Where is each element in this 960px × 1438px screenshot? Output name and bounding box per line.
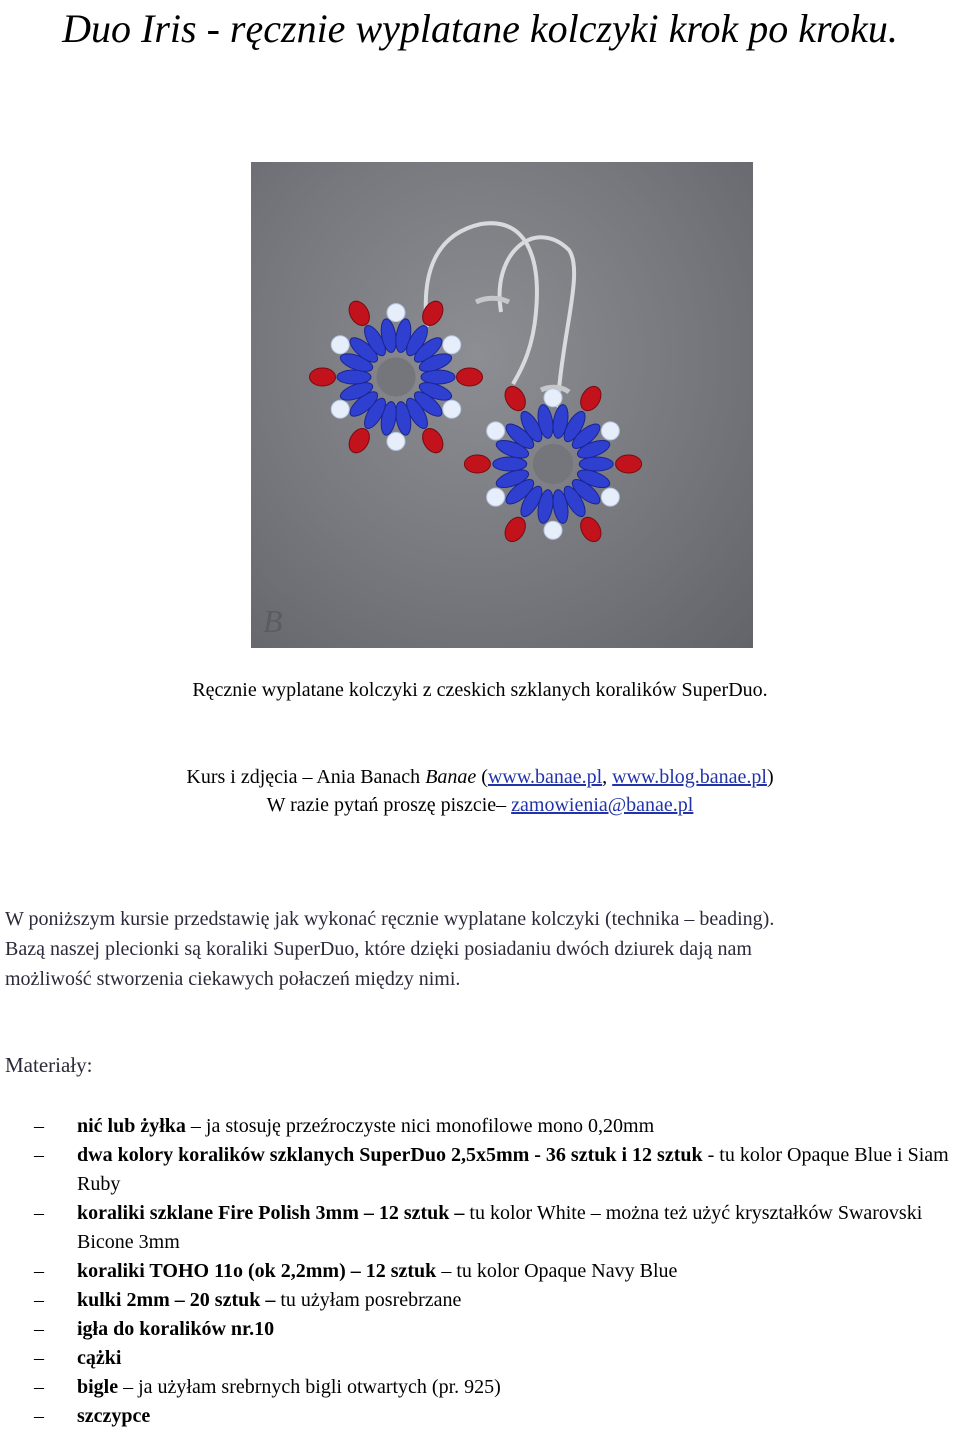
white-bead xyxy=(601,422,619,440)
intro-line-2: Bazą naszej plecionki są koraliki SuperDuo, które dzięki posiadaniu dwóch dziurek dają nam xyxy=(5,938,752,960)
wire-coil xyxy=(476,298,509,302)
intro-line-1: W poniższym kursie przedstawię jak wykonać ręcznie wyplatane kolczyki (technika – beading). xyxy=(5,908,775,930)
dash-icon: – xyxy=(34,1289,44,1311)
dash-icon: – xyxy=(34,1202,44,1224)
dash-icon: – xyxy=(34,1376,44,1398)
red-drop-bead xyxy=(345,425,374,457)
item-bold: bigle xyxy=(77,1376,119,1398)
earring-right xyxy=(464,383,641,545)
red-drop-bead xyxy=(577,514,606,546)
blog-link[interactable]: www.blog.banae.pl xyxy=(612,766,767,788)
credits-open: ( xyxy=(476,766,488,788)
red-drop-bead xyxy=(577,383,606,415)
dash-icon: – xyxy=(34,1115,44,1137)
item-text: tu kolor White – można też użyć kryształków Swarovski Bicone 3mm xyxy=(77,1202,923,1253)
item-bold: cążki xyxy=(77,1347,122,1369)
item-text: – ja użyłam srebrnych bigli otwartych (pr. 925) xyxy=(118,1376,501,1398)
credits-prefix: Kurs i zdjęcia – Ania Banach xyxy=(186,766,426,788)
red-drop-bead xyxy=(418,425,447,457)
list-item xyxy=(0,1286,960,1315)
white-bead xyxy=(331,400,349,418)
white-bead xyxy=(544,521,562,539)
photo-caption: Ręcznie wyplatane kolczyki z czeskich szklanych koralików SuperDuo. xyxy=(192,679,768,701)
blue-superduo-bead xyxy=(421,370,455,384)
earrings-illustration xyxy=(251,162,753,648)
list-item xyxy=(0,1402,960,1431)
item-bold: szczypce xyxy=(77,1405,151,1427)
dash-icon: – xyxy=(34,1318,44,1340)
list-item xyxy=(0,1315,960,1344)
white-bead xyxy=(487,422,505,440)
item-bold: kulki 2mm – 20 sztuk – xyxy=(77,1289,276,1311)
photo-watermark: B xyxy=(263,603,283,639)
blue-superduo-bead xyxy=(579,457,613,471)
center-hole xyxy=(376,357,415,396)
item-bold: igła do koralików nr.10 xyxy=(77,1318,275,1340)
item-bold: nić lub żyłka xyxy=(77,1115,186,1137)
dash-icon: – xyxy=(34,1405,44,1427)
red-drop-bead xyxy=(501,383,530,415)
red-drop-bead xyxy=(501,514,530,546)
white-bead xyxy=(601,488,619,506)
item-text: - tu kolor Opaque Blue i Siam Ruby xyxy=(77,1144,949,1195)
item-text: – ja stosuję przeźroczyste nici monofilowe mono 0,20mm xyxy=(185,1115,655,1137)
earrings-photo xyxy=(251,162,753,648)
center-hole xyxy=(533,444,573,484)
item-bold: koraliki TOHO 11o (ok 2,2mm) – 12 sztuk xyxy=(77,1260,437,1282)
earring-left xyxy=(310,298,483,457)
materials-list xyxy=(0,1112,960,1431)
page-title: Duo Iris - ręcznie wyplatane kolczyki krok po kroku. xyxy=(62,6,898,51)
white-bead xyxy=(544,389,562,407)
red-drop-bead xyxy=(457,368,483,386)
item-text: tu użyłam posrebrzane xyxy=(275,1289,462,1311)
intro-line-3: możliwość stworzenia ciekawych połaczeń między nimi. xyxy=(5,968,461,990)
item-bold: dwa kolory koralików szklanych SuperDuo 2,5x5mm - 36 sztuk i 12 sztuk xyxy=(77,1144,703,1166)
dash-icon: – xyxy=(34,1144,44,1166)
item-text: – tu kolor Opaque Navy Blue xyxy=(436,1260,678,1282)
credits-line xyxy=(0,765,960,789)
credits-close: ) xyxy=(766,766,774,788)
credits-brand: Banae xyxy=(425,766,477,788)
red-drop-bead xyxy=(464,455,490,473)
red-drop-bead xyxy=(418,298,447,330)
red-drop-bead xyxy=(345,298,374,330)
red-drop-bead xyxy=(616,455,642,473)
list-item xyxy=(0,1373,960,1402)
red-drop-bead xyxy=(310,368,336,386)
dash-icon: – xyxy=(34,1260,44,1282)
email-link[interactable]: zamowienia@banae.pl xyxy=(511,794,694,816)
white-bead xyxy=(387,304,405,322)
list-item xyxy=(0,1257,960,1286)
materials-heading: Materiały: xyxy=(5,1053,93,1077)
white-bead xyxy=(387,432,405,450)
white-bead xyxy=(443,400,461,418)
blue-superduo-bead xyxy=(493,457,527,471)
list-item xyxy=(0,1141,960,1199)
blue-superduo-bead xyxy=(337,370,371,384)
list-item xyxy=(0,1199,960,1257)
credits-sep: , xyxy=(602,766,613,788)
white-bead xyxy=(331,336,349,354)
contact-prefix: W razie pytań proszę piszcie– xyxy=(266,794,512,816)
item-bold: koraliki szklane Fire Polish 3mm – 12 sztuk – xyxy=(77,1202,465,1224)
white-bead xyxy=(443,336,461,354)
list-item xyxy=(0,1112,960,1141)
contact-line xyxy=(0,793,960,817)
dash-icon: – xyxy=(34,1347,44,1369)
banae-link[interactable]: www.banae.pl xyxy=(487,766,603,788)
white-bead xyxy=(487,488,505,506)
list-item xyxy=(0,1344,960,1373)
